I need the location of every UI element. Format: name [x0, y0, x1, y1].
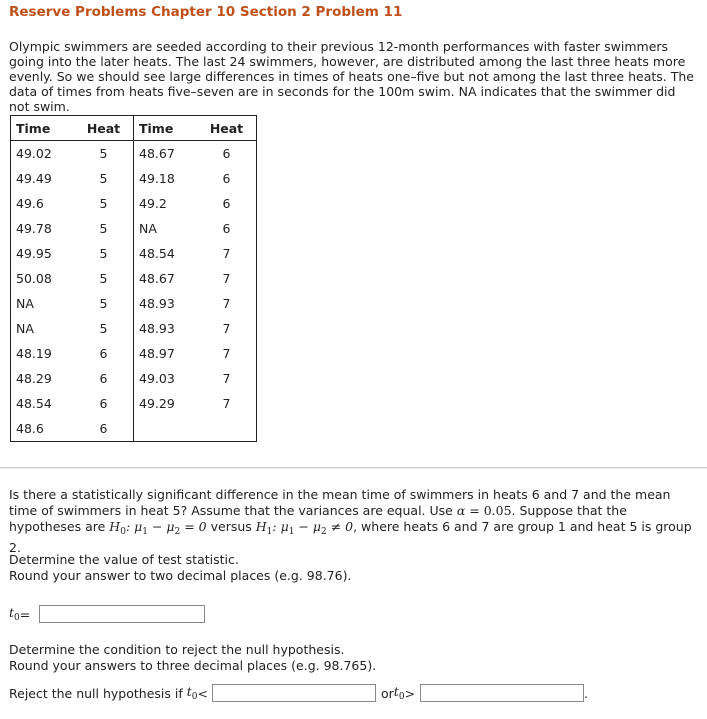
data-table: [10, 115, 257, 442]
cell-heat-1: 5: [99, 221, 108, 236]
cell-time-1: 49.6: [16, 196, 44, 211]
versus-text: versus: [206, 519, 256, 534]
t0-equals: =: [19, 606, 31, 622]
reject-prefix: Reject the null hypothesis if: [9, 685, 183, 701]
cell-heat-1: 5: [99, 296, 108, 311]
question-part-2: . Suppose that the hypotheses are: [9, 503, 627, 534]
header-time-1: Time: [11, 116, 75, 141]
cell-heat-1: 5: [99, 321, 108, 336]
period: .: [584, 685, 589, 701]
cell-heat-2: 6: [222, 146, 231, 161]
cell-heat-2: 7: [222, 396, 231, 411]
table-header-row: [11, 116, 257, 141]
table-row: [11, 266, 257, 291]
or-text: or: [381, 685, 394, 701]
table-row: [11, 366, 257, 391]
section-divider: [0, 467, 707, 468]
reject-t0-label-2: $t_0$: [393, 684, 405, 702]
cell-heat-1: 6: [99, 421, 108, 436]
table-row: [11, 191, 257, 216]
t0-input[interactable]: [39, 605, 205, 623]
cell-heat-1: 5: [99, 246, 108, 261]
instruction-1-line-2: Round your answer to two decimal places (e.g. 98.76).: [9, 568, 352, 583]
header-heat-2: Heat: [197, 116, 257, 141]
table-row: [11, 141, 257, 167]
cell-heat-2: 6: [222, 221, 231, 236]
cell-time-2: NA: [134, 216, 198, 241]
instruction-2-line-2: Round your answers to three decimal places (e.g. 98.765).: [9, 658, 377, 673]
table-row: [11, 341, 257, 366]
reject-condition-row: [9, 683, 588, 703]
lower-critical-input[interactable]: [212, 684, 376, 702]
cell-heat-1: 6: [99, 396, 108, 411]
cell-time-2: 49.18: [134, 166, 198, 191]
cell-time-2: 48.54: [134, 241, 198, 266]
table-row: [11, 391, 257, 416]
question-part-1: Is there a statistically significant difference in the mean time of swimmers in heats 6 and 7 and the mean time of swimmers in heat 5? Assume that the variances are equal. Use: [9, 487, 671, 518]
cell-time-1: 48.19: [16, 346, 52, 361]
cell-heat-2: 7: [222, 246, 231, 261]
null-hypothesis: $H_0$: $\mu_1 - \mu_2 = 0$: [109, 519, 207, 537]
instruction-reject-condition: [9, 642, 376, 674]
cell-time-2: 49.03: [134, 366, 198, 391]
cell-time-2: [134, 416, 198, 442]
instruction-test-statistic: [9, 552, 351, 584]
cell-time-1: 50.08: [16, 271, 52, 286]
cell-time-2: 48.93: [134, 291, 198, 316]
alpha-symbol: α: [456, 503, 466, 518]
upper-critical-input[interactable]: [420, 684, 584, 702]
cell-heat-2: 7: [222, 271, 231, 286]
cell-heat-2: [197, 416, 257, 442]
cell-time-1: 49.78: [16, 221, 52, 236]
cell-time-1: 48.29: [16, 371, 52, 386]
table-row: [11, 241, 257, 266]
table-row: [11, 166, 257, 191]
cell-time-2: 48.67: [134, 266, 198, 291]
cell-heat-2: 7: [222, 321, 231, 336]
reject-t0-label: $t_0$: [186, 684, 198, 702]
cell-time-1: 48.54: [16, 396, 52, 411]
cell-time-1: 49.02: [16, 146, 52, 161]
cell-heat-1: 5: [99, 146, 108, 161]
question-text: [9, 487, 701, 556]
question-part-3: , where heats 6 and 7 are group 1 and heat 5 is group 2.: [9, 519, 692, 555]
cell-heat-1: 6: [99, 346, 108, 361]
cell-time-1: 49.49: [16, 171, 52, 186]
cell-heat-2: 6: [222, 196, 231, 211]
cell-time-2: 49.29: [134, 391, 198, 416]
cell-time-2: 48.97: [134, 341, 198, 366]
instruction-2-line-1: Determine the condition to reject the null hypothesis.: [9, 642, 345, 657]
cell-time-1: NA: [16, 296, 34, 311]
header-time-2: Time: [134, 116, 198, 141]
cell-heat-1: 6: [99, 371, 108, 386]
less-than-sign: <: [197, 685, 208, 701]
instruction-1-line-1: Determine the value of test statistic.: [9, 552, 239, 567]
cell-time-1: 48.6: [16, 421, 44, 436]
table-row: [11, 416, 257, 442]
table-row: [11, 216, 257, 241]
t0-answer-row: [9, 604, 205, 624]
table-row: [11, 291, 257, 316]
greater-than-sign: >: [404, 685, 416, 701]
cell-time-1: NA: [16, 321, 34, 336]
cell-time-2: 49.2: [134, 191, 198, 216]
cell-heat-2: 6: [222, 171, 231, 186]
cell-heat-2: 7: [222, 371, 231, 386]
cell-time-2: 48.67: [134, 141, 198, 167]
cell-heat-1: 5: [99, 271, 108, 286]
alpha-value: = 0.05: [465, 503, 512, 518]
table-row: [11, 316, 257, 341]
cell-heat-2: 7: [222, 346, 231, 361]
cell-time-2: 48.93: [134, 316, 198, 341]
cell-heat-1: 5: [99, 171, 108, 186]
header-heat-1: Heat: [74, 116, 134, 141]
alt-hypothesis: $H_1$: $\mu_1 - \mu_2 \ne 0$: [255, 519, 354, 537]
problem-intro: Olympic swimmers are seeded according to their previous 12-month performances with faster swimmers going into the later heats. The last 24 swimmers, however, are distributed among the last three heats more evenly. So we should see large differences in times of heats one–five but not among the last three heats. The data of times from heats five–seven are in seconds for the 100m swim. NA indicates that the swimmer did not swim.: [9, 39, 694, 114]
cell-time-1: 49.95: [16, 246, 52, 261]
page-title: Reserve Problems Chapter 10 Section 2 Problem 11: [9, 4, 403, 20]
t0-label: $t_0$: [9, 605, 20, 623]
cell-heat-2: 7: [222, 296, 231, 311]
cell-heat-1: 5: [99, 196, 108, 211]
